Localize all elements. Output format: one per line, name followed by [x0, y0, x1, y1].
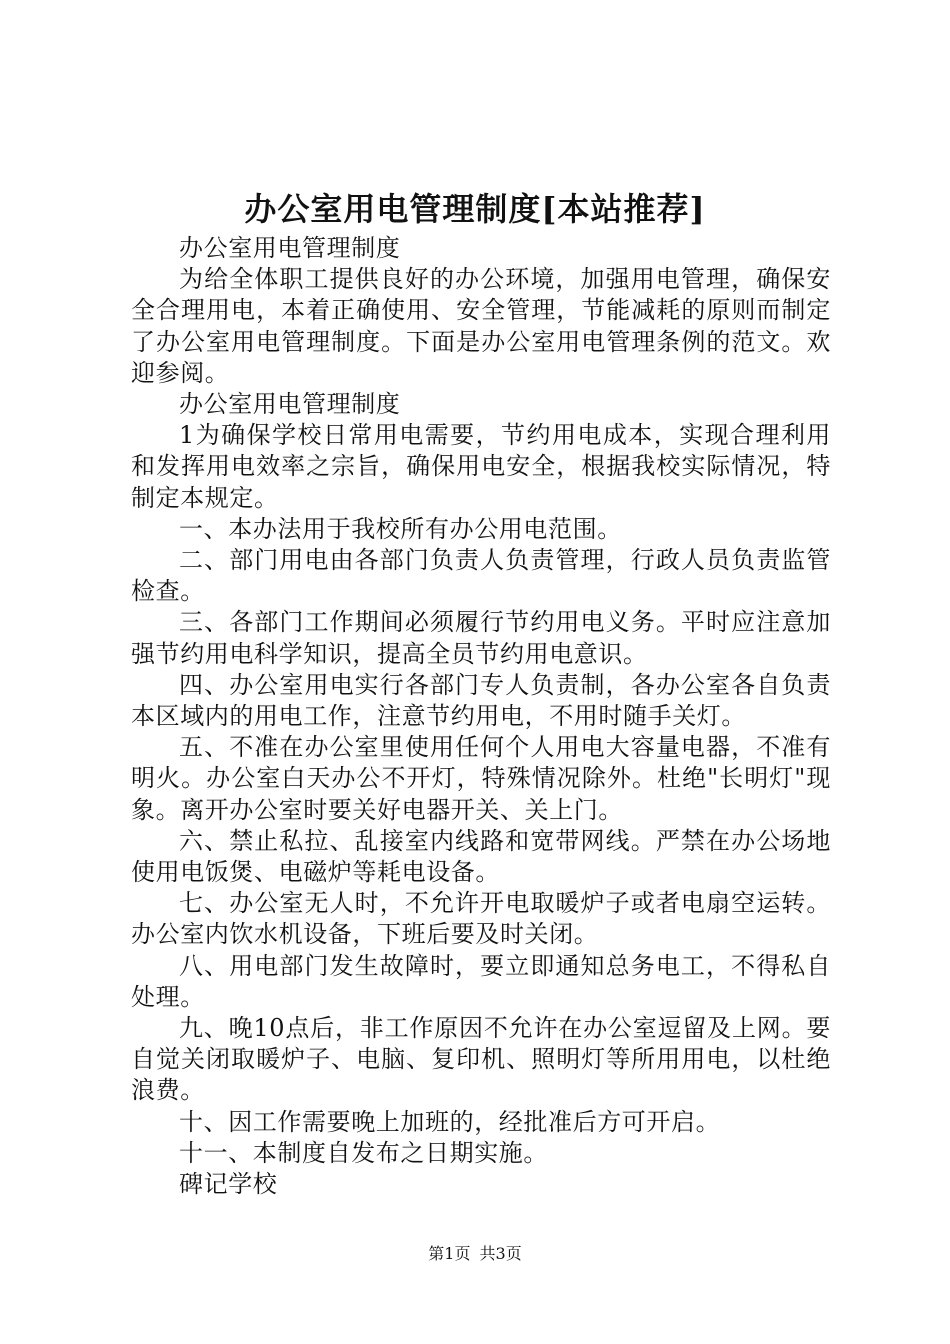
paragraph: 三、各部门工作期间必须履行节约用电义务。平时应注意加强节约用电科学知识，提高全员节约用电意识。 [131, 608, 831, 668]
page-total: 共3页 [479, 1244, 522, 1263]
paragraph: 十、因工作需要晚上加班的，经批准后方可开启。 [179, 1107, 721, 1136]
paragraph: 十一、本制度自发布之日期实施。 [179, 1138, 548, 1167]
paragraph: 一、本办法用于我校所有办公用电范围。 [179, 514, 622, 543]
paragraph: 二、部门用电由各部门负责人负责管理，行政人员负责监管检查。 [131, 546, 831, 606]
paragraph: 五、不准在办公室里使用任何个人用电大容量电器，不准有明火。办公室白天办公不开灯，特殊情况除外。杜绝"长明灯"现象。离开办公室时要关好电器开关、关上门。 [131, 733, 831, 824]
document-title: 办公室用电管理制度[本站推荐] [244, 190, 706, 228]
page-footer [0, 1244, 950, 1264]
paragraph: 碑记学校 [179, 1170, 278, 1199]
document-body [131, 233, 831, 1200]
paragraph: 四、办公室用电实行各部门专人负责制，各办公室各自负责本区域内的用电工作，注意节约用电，不用时随手关灯。 [131, 670, 831, 731]
paragraph: 办公室用电管理制度 [179, 234, 401, 262]
paragraph: 九、晚10点后，非工作原因不允许在办公室逗留及上网。要自觉关闭取暖炉子、电脑、复印机、照明灯等所用用电，以杜绝浪费。 [131, 1014, 831, 1105]
page-number: 第1页 [428, 1244, 471, 1263]
paragraph: 1为确保学校日常用电需要，节约用电成本，实现合理利用和发挥用电效率之宗旨，确保用电安全，根据我校实际情况，特制定本规定。 [131, 421, 831, 512]
paragraph: 六、禁止私拉、乱接室内线路和宽带网线。严禁在办公场地使用电饭煲、电磁炉等耗电设备。 [131, 826, 831, 887]
paragraph: 为给全体职工提供良好的办公环境，加强用电管理，确保安全合理用电，本着正确使用、安全管理，节能减耗的原则而制定了办公室用电管理制度。下面是办公室用电管理条例的范文。欢迎参阅。 [131, 265, 831, 387]
paragraph: 七、办公室无人时，不允许开电取暖炉子或者电扇空运转。办公室内饮水机设备，下班后要及时关闭。 [131, 889, 831, 949]
paragraph: 八、用电部门发生故障时，要立即通知总务电工，不得私自处理。 [131, 951, 831, 1011]
paragraph: 办公室用电管理制度 [179, 390, 401, 419]
